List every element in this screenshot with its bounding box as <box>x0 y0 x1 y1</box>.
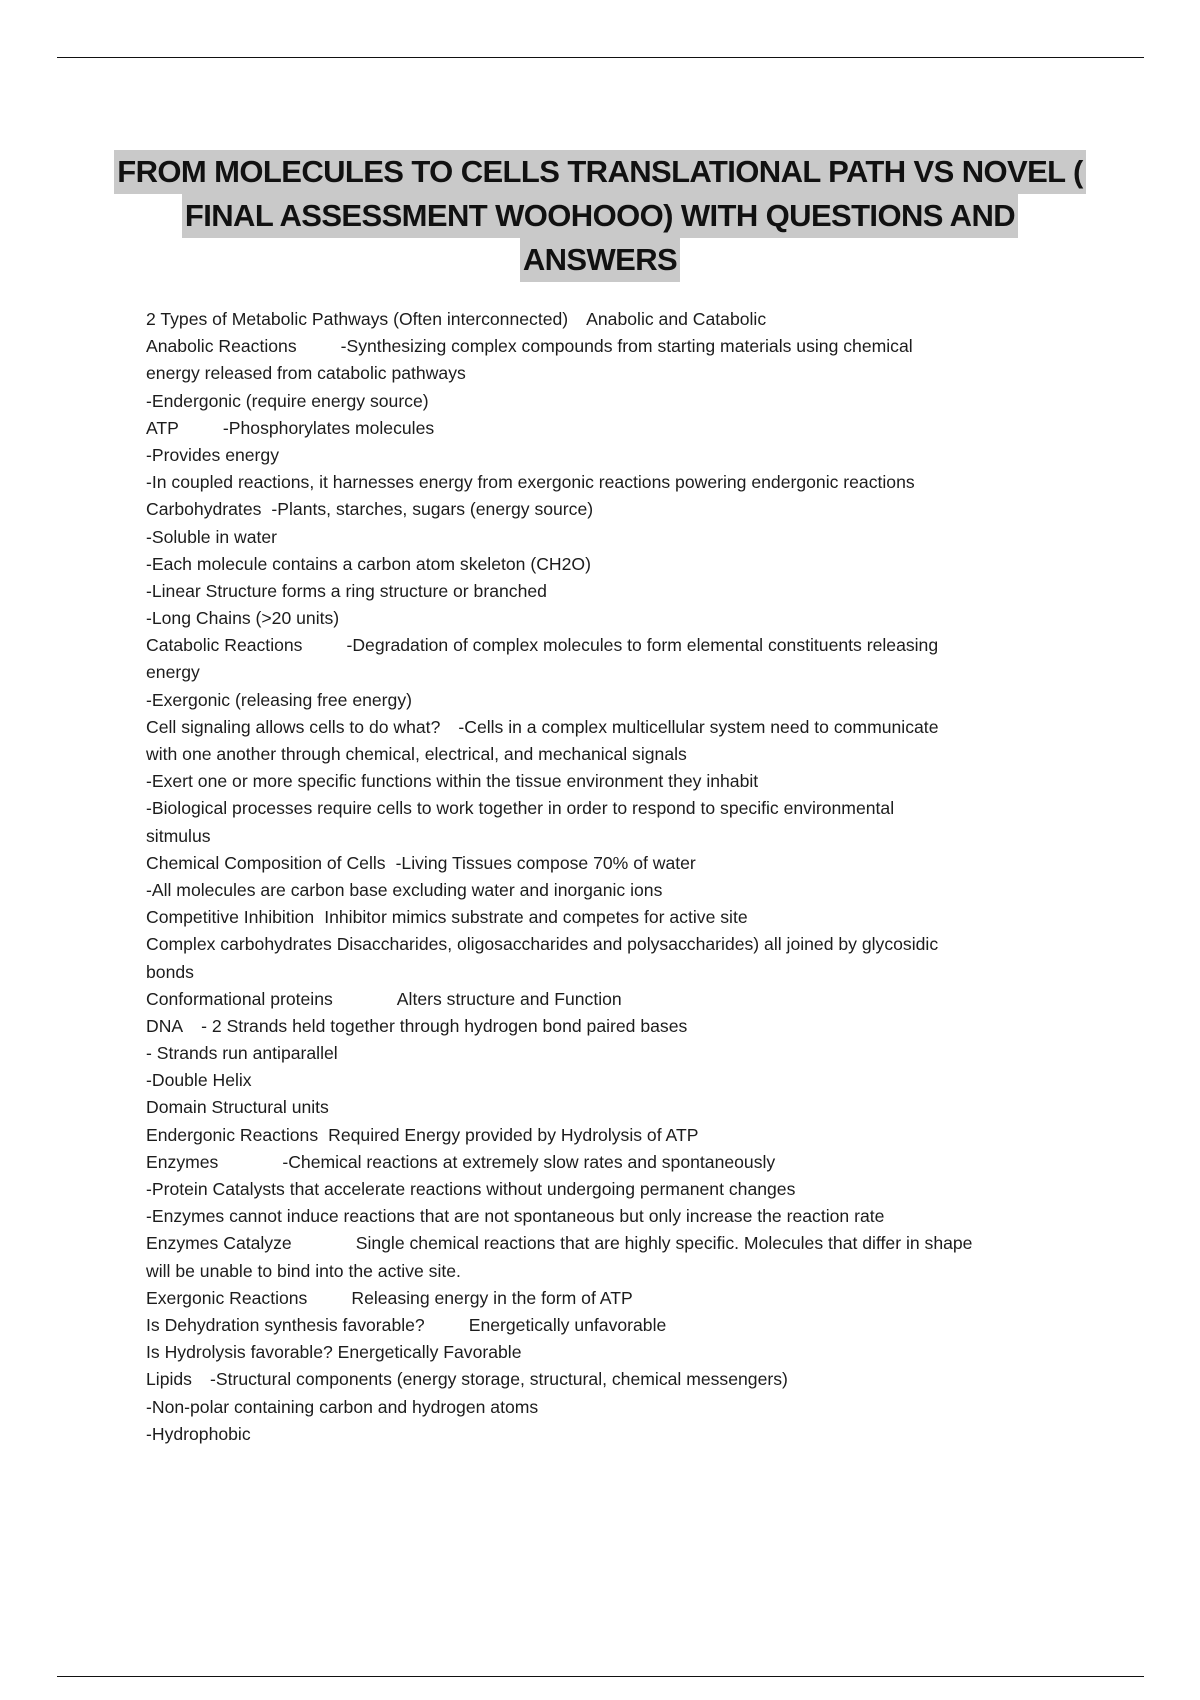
definition-text: -Exert one or more specific functions within the tissue environment they inhabit <box>146 771 759 792</box>
definition-text: Single chemical reactions that are highly specific. Molecules that differ in shape <box>355 1233 973 1254</box>
definition-text: energy <box>146 662 200 683</box>
text-line <box>146 605 1096 632</box>
term-text: Enzymes Catalyze <box>146 1233 292 1254</box>
term-text: Enzymes <box>146 1151 219 1172</box>
text-line <box>146 1203 1096 1230</box>
term-text: ATP <box>146 417 179 438</box>
text-line <box>146 1421 1096 1448</box>
text-line <box>146 768 1096 795</box>
text-line <box>146 1339 1096 1366</box>
definition-text: -Protein Catalysts that accelerate reactions without undergoing permanent changes <box>146 1179 796 1199</box>
definition-text: -Chemical reactions at extremely slow rates and spontaneously <box>282 1151 776 1172</box>
definition-text: -Each molecule contains a carbon atom skeleton (CH2O) <box>146 553 591 574</box>
definition-text: -Soluble in water <box>146 526 278 547</box>
definition-text: -Long Chains (>20 units) <box>146 608 340 629</box>
text-line <box>146 360 1096 387</box>
term-text: Competitive Inhibition <box>146 907 315 928</box>
definition-text: -Provides energy <box>146 444 279 465</box>
bottom-rule <box>57 1676 1144 1677</box>
term-text: Conformational proteins <box>146 988 333 1009</box>
definition-text: -Exergonic (releasing free energy) <box>146 689 412 710</box>
title-line: ANSWERS <box>520 238 680 282</box>
text-line <box>146 496 1096 523</box>
definition-text: Disaccharides, oligosaccharides and polysaccharides) all joined by glycosidic <box>331 934 939 955</box>
text-line <box>146 1013 1096 1040</box>
text-line <box>146 1067 1096 1094</box>
text-line <box>146 1122 1096 1149</box>
text-line <box>146 931 1096 958</box>
definition-text: Anabolic and Catabolic <box>586 309 767 329</box>
text-line <box>146 1312 1096 1339</box>
text-line <box>146 659 1096 686</box>
definition-text: -Hydrophobic <box>146 1423 251 1444</box>
definition-text: sitmulus <box>146 825 211 846</box>
definition-text: -Living Tissues compose 70% of water <box>395 852 696 873</box>
definition-text: - Strands run antiparallel <box>146 1043 338 1064</box>
definition-text: -Degradation of complex molecules to form elemental constituents releasing <box>346 635 939 656</box>
definition-text: Structural units <box>206 1097 329 1118</box>
text-line <box>146 578 1096 605</box>
text-line <box>146 850 1096 877</box>
term-text: Cell signaling allows cells to do what? <box>146 716 441 737</box>
term-text: Anabolic Reactions <box>146 336 297 357</box>
definition-text: -Double Helix <box>146 1070 252 1091</box>
flashcard-list <box>146 306 1096 1448</box>
text-line <box>146 1258 1096 1285</box>
text-line <box>146 632 1096 659</box>
document-title <box>100 150 1100 282</box>
text-line <box>146 1394 1096 1421</box>
text-line <box>146 1230 1096 1257</box>
definition-text: - 2 Strands held together through hydrogen bond paired bases <box>201 1015 688 1036</box>
text-line <box>146 415 1096 442</box>
definition-text: -In coupled reactions, it harnesses energy from exergonic reactions powering endergonic reactions <box>146 472 915 493</box>
text-line <box>146 551 1096 578</box>
definition-text: -Non-polar containing carbon and hydrogen atoms <box>146 1396 539 1417</box>
text-line <box>146 442 1096 469</box>
text-line <box>146 306 1096 333</box>
top-rule <box>57 57 1144 58</box>
text-line <box>146 959 1096 986</box>
term-text: Domain <box>146 1097 207 1118</box>
text-line <box>146 877 1096 904</box>
text-line <box>146 1094 1096 1121</box>
text-line <box>146 823 1096 850</box>
text-line <box>146 388 1096 415</box>
definition-text: Releasing energy in the form of ATP <box>351 1287 633 1308</box>
text-line <box>146 1366 1096 1393</box>
definition-text: Energetically Favorable <box>332 1342 522 1363</box>
term-text: Lipids <box>146 1369 192 1390</box>
text-line <box>146 1040 1096 1067</box>
term-text: Catabolic Reactions <box>146 635 303 656</box>
text-line <box>146 741 1096 768</box>
title-line: FINAL ASSESSMENT WOOHOOO) WITH QUESTIONS AND <box>182 194 1018 238</box>
definition-text: with one another through chemical, electrical, and mechanical signals <box>146 744 687 764</box>
text-line <box>146 1149 1096 1176</box>
text-line <box>146 524 1096 551</box>
term-text: Exergonic Reactions <box>146 1287 308 1308</box>
text-line <box>146 469 1096 496</box>
term-text: Is Dehydration synthesis favorable? <box>146 1314 425 1335</box>
definition-text: Energetically unfavorable <box>468 1314 667 1335</box>
title-line: FROM MOLECULES TO CELLS TRANSLATIONAL PATH VS NOVEL ( <box>114 150 1085 194</box>
definition-text: -All molecules are carbon base excluding water and inorganic ions <box>146 879 663 900</box>
text-line <box>146 1176 1096 1203</box>
definition-text: Required Energy provided by Hydrolysis of ATP <box>328 1124 699 1145</box>
term-text: Carbohydrates <box>146 499 262 520</box>
term-text: DNA <box>146 1015 184 1036</box>
definition-text: -Cells in a complex multicellular system need to communicate <box>458 716 939 737</box>
definition-text: energy released from catabolic pathways <box>146 363 466 384</box>
text-line <box>146 986 1096 1013</box>
term-text: Chemical Composition of Cells <box>146 852 386 873</box>
text-line <box>146 333 1096 360</box>
term-text: Complex carbohydrates <box>146 934 332 955</box>
term-text: 2 Types of Metabolic Pathways (Often interconnected) <box>146 309 569 329</box>
text-line <box>146 904 1096 931</box>
definition-text: -Structural components (energy storage, structural, chemical messengers) <box>209 1369 788 1390</box>
definition-text: -Enzymes cannot induce reactions that are not spontaneous but only increase the reaction rate <box>146 1206 885 1227</box>
text-line <box>146 714 1096 741</box>
term-text: Endergonic Reactions <box>146 1124 319 1145</box>
definition-text: -Plants, starches, sugars (energy source) <box>271 499 594 520</box>
definition-text: -Linear Structure forms a ring structure or branched <box>146 580 547 601</box>
definition-text: Alters structure and Function <box>396 988 622 1009</box>
definition-text: -Phosphorylates molecules <box>222 417 435 438</box>
text-line <box>146 795 1096 822</box>
definition-text: bonds <box>146 961 194 982</box>
term-text: Is Hydrolysis favorable? <box>146 1342 333 1363</box>
text-line <box>146 687 1096 714</box>
definition-text: Inhibitor mimics substrate and competes for active site <box>324 907 748 928</box>
definition-text: will be unable to bind into the active site. <box>146 1260 461 1281</box>
text-line <box>146 1285 1096 1312</box>
definition-text: -Endergonic (require energy source) <box>146 390 429 411</box>
definition-text: -Synthesizing complex compounds from starting materials using chemical <box>340 336 913 357</box>
definition-text: -Biological processes require cells to work together in order to respond to specific environmental <box>146 798 895 819</box>
